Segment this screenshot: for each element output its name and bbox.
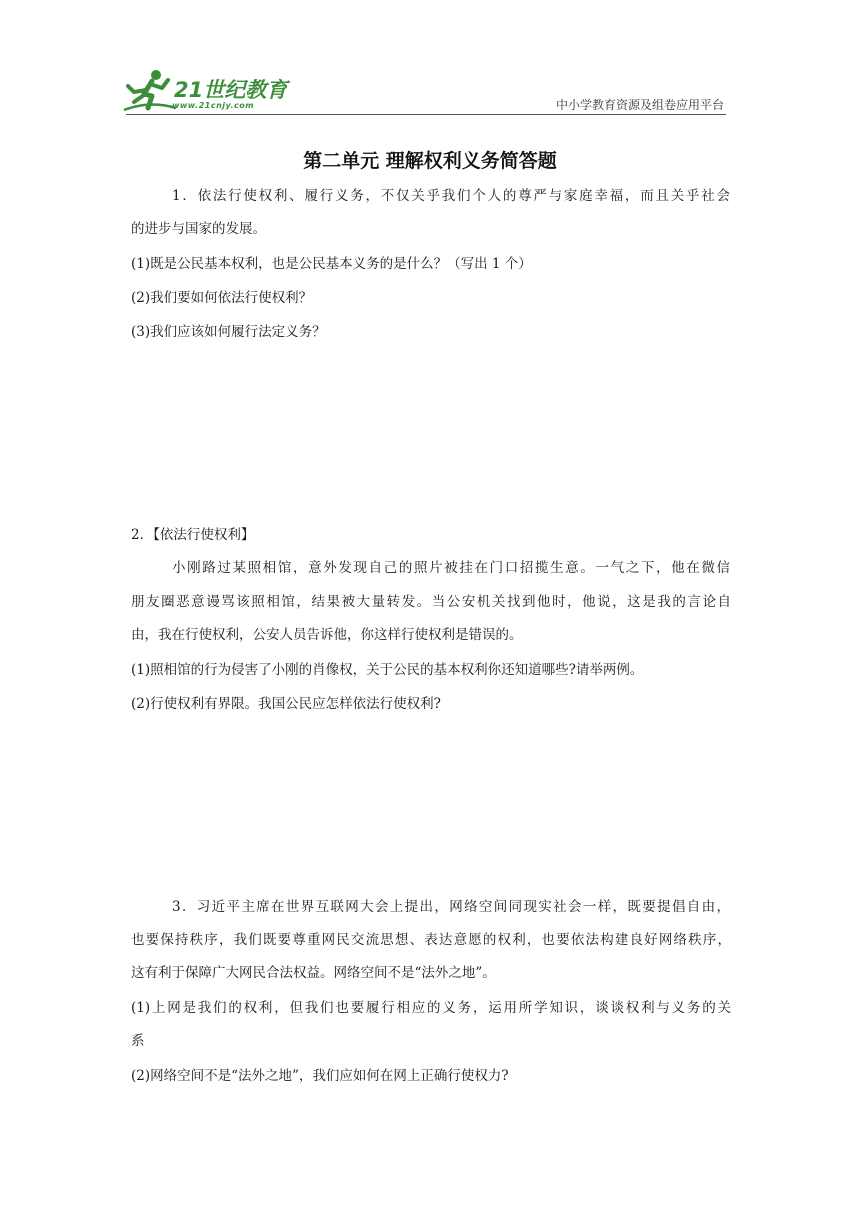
q1-sub1: (1)既是公民基本权利，也是公民基本义务的是什么？（写出 1 个） xyxy=(131,256,532,272)
q3-sub1-line1: (1)上网是我们的权利，但我们也要履行相应的义务，运用所学知识，谈谈权利与义务的关 xyxy=(131,1000,731,1016)
q2-heading: 2．【依法行使权利】 xyxy=(131,527,255,543)
q1-intro-line2: 的进步与国家的发展。 xyxy=(131,221,266,237)
header-divider xyxy=(126,114,726,115)
q1-sub2: (2)我们要如何依法行使权利？ xyxy=(131,290,313,306)
page-header xyxy=(122,66,726,116)
q3-sub2: (2)网络空间不是“法外之地”，我们应如何在网上正确行使权力? xyxy=(131,1068,509,1084)
q3-para-line1: 3．习近平主席在世界互联网大会上提出，网络空间同现实社会一样，既要提倡自由， xyxy=(172,899,730,915)
q2-sub1: (1)照相馆的行为侵害了小刚的肖像权，关于公民的基本权利你还知道哪些?请举两例。 xyxy=(131,662,644,678)
q2-para-line2: 朋友圈恶意谩骂该照相馆，结果被大量转发。当公安机关找到他时，他说，这是我的言论自 xyxy=(131,594,731,610)
page-title: 第二单元 理解权利义务简答题 xyxy=(303,150,557,172)
q3-para-line3: 这有利于保障广大网民合法权益。网络空间不是“法外之地”。 xyxy=(131,965,496,981)
q1-sub3: (3)我们应该如何履行法定义务？ xyxy=(131,324,326,340)
q3-para-line2: 也要保持秩序，我们既要尊重网民交流思想、表达意愿的权利，也要依法构建良好网络秩序， xyxy=(131,932,731,948)
q3-sub1-line2: 系 xyxy=(131,1033,145,1049)
q2-para-line3: 由，我在行使权利，公安人员告诉他，你这样行使权利是错误的。 xyxy=(131,627,523,643)
platform-name: 中小学教育资源及组卷应用平台 xyxy=(555,98,724,112)
q1-intro-line1: 1．依法行使权利、履行义务，不仅关乎我们个人的尊严与家庭幸福，而且关乎社会 xyxy=(172,188,730,204)
q2-sub2: (2)行使权利有界限。我国公民应怎样依法行使权利? xyxy=(131,696,441,712)
running-man-icon xyxy=(122,68,178,112)
q2-para-line1: 小刚路过某照相馆，意外发现自己的照片被挂在门口招揽生意。一气之下，他在微信 xyxy=(172,560,730,576)
logo-url-text: www.21cnjy.com xyxy=(172,101,255,110)
logo-brand-text: 21世纪教育 xyxy=(174,78,288,102)
logo xyxy=(122,68,302,114)
